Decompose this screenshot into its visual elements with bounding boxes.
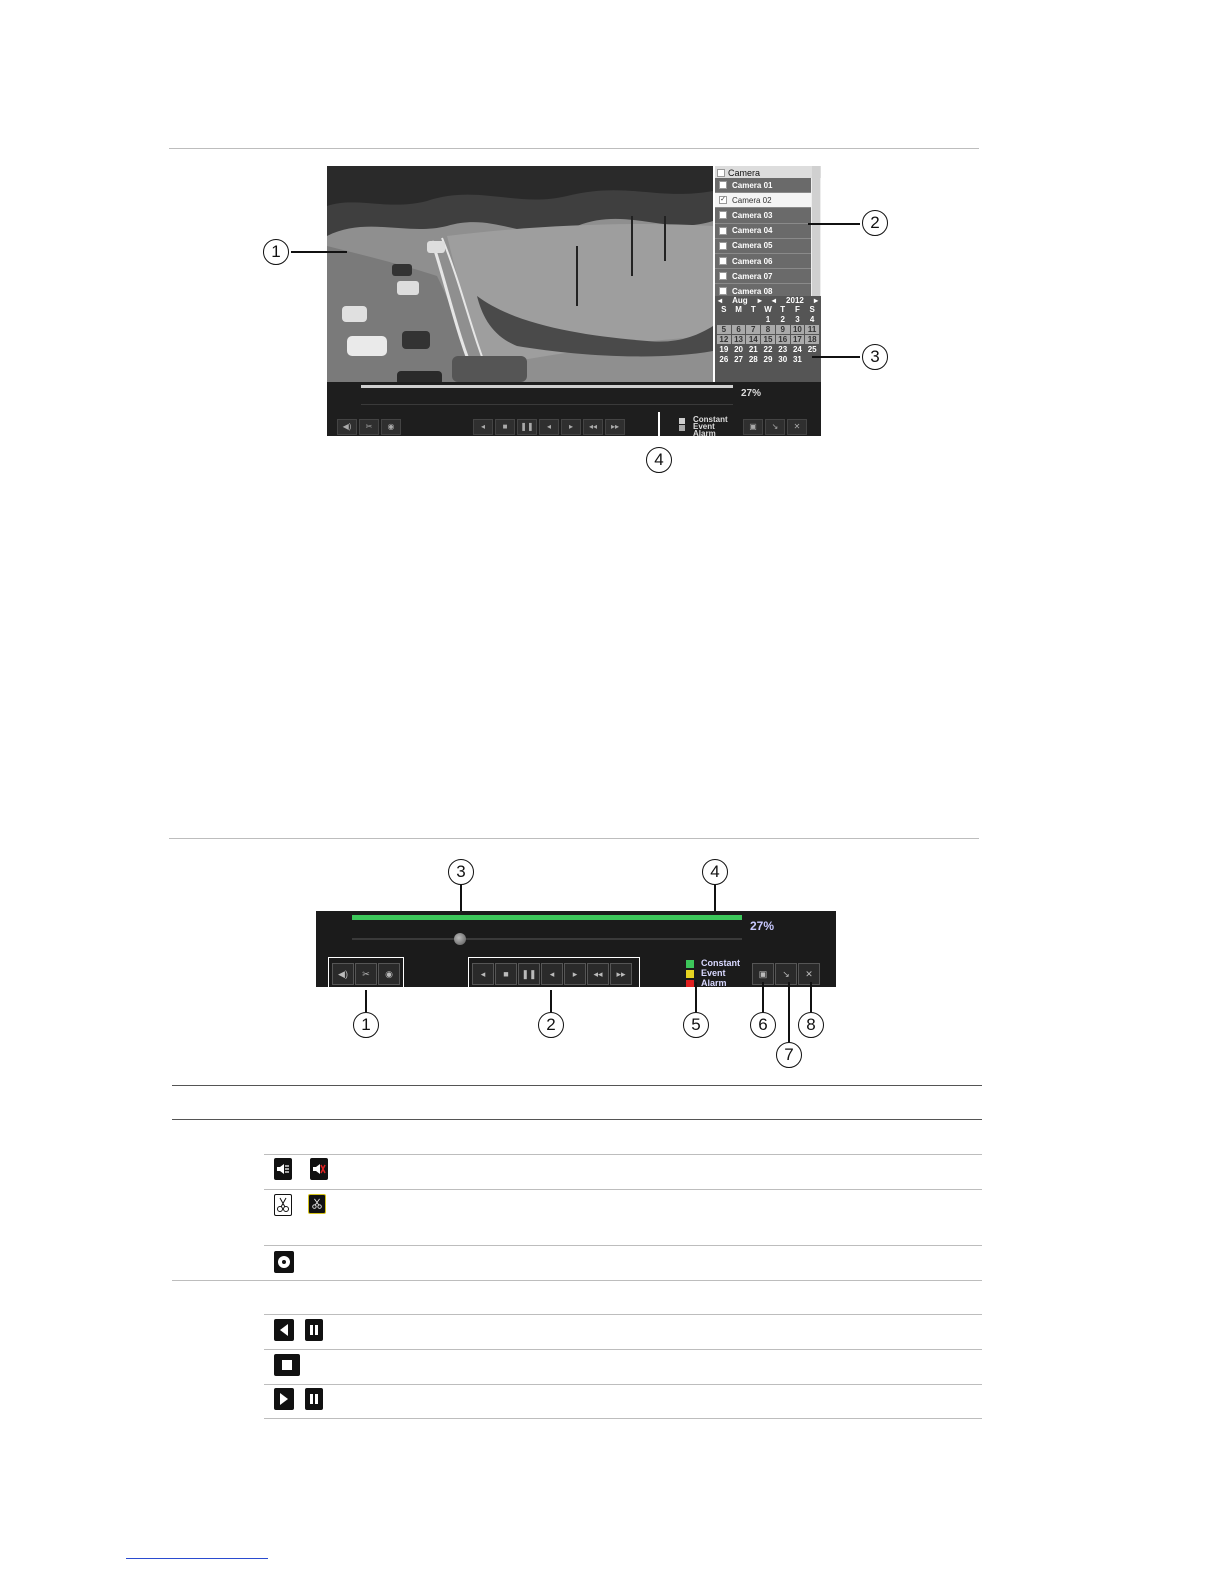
camera-checkbox[interactable] xyxy=(719,242,727,250)
legend-constant: Constant xyxy=(693,415,728,424)
table-row-rule xyxy=(264,1189,982,1190)
callout-2b-leader xyxy=(550,990,552,1012)
calendar-day[interactable]: 23 xyxy=(778,345,788,354)
next-year-arrow-icon[interactable]: ▸ xyxy=(813,296,818,305)
fullscreen-button[interactable]: ▣ xyxy=(743,419,763,435)
calendar-grid xyxy=(715,305,821,364)
callout-4b: 4 xyxy=(702,859,728,885)
calendar-day[interactable]: 28 xyxy=(748,355,758,364)
calendar-day[interactable]: 3 xyxy=(795,315,800,324)
time-slider-knob[interactable] xyxy=(454,933,466,945)
camera-label: Camera 03 xyxy=(732,210,773,220)
callout-5-leader xyxy=(695,982,697,1012)
callout-6: 6 xyxy=(750,1012,776,1038)
camera-label: Camera 08 xyxy=(732,286,773,296)
callout-5: 5 xyxy=(683,1012,709,1038)
weekday-header: S xyxy=(809,305,815,314)
callout-2: 2 xyxy=(862,210,888,236)
step-forward-button[interactable]: ▸ xyxy=(561,419,581,435)
calendar-day[interactable]: 21 xyxy=(748,345,758,354)
calendar-day[interactable]: 10 xyxy=(791,325,805,334)
audio-on-icon xyxy=(274,1158,292,1180)
calendar-day[interactable]: 4 xyxy=(809,315,815,324)
calendar-day[interactable]: 8 xyxy=(761,325,775,334)
callout-1-leader xyxy=(291,251,347,253)
camera-label: Camera 06 xyxy=(732,256,773,266)
camera-checkbox-checked[interactable]: ✓ xyxy=(720,196,726,204)
calendar-empty-cell xyxy=(746,315,760,324)
archive-button[interactable]: ◉ xyxy=(378,963,400,985)
archive-disc-icon xyxy=(274,1251,294,1273)
prev-month-arrow-icon[interactable]: ◂ xyxy=(718,296,723,305)
calendar-day[interactable]: 29 xyxy=(763,355,773,364)
calendar-header xyxy=(715,296,821,305)
stop-icon xyxy=(274,1354,300,1376)
reverse-play-button[interactable]: ◂ xyxy=(472,963,494,985)
camera-list-header-label: Camera xyxy=(728,167,761,178)
table-row-rule xyxy=(264,1245,982,1246)
audio-button[interactable]: ◀) xyxy=(332,963,354,985)
calendar-day[interactable]: 5 xyxy=(717,325,731,334)
callout-4: 4 xyxy=(646,447,672,473)
weekday-header: W xyxy=(764,305,772,314)
calendar-day[interactable]: 31 xyxy=(792,355,802,364)
callout-7: 7 xyxy=(776,1042,802,1068)
camera-row-01[interactable] xyxy=(715,178,811,193)
progress-percent: 27% xyxy=(741,388,762,399)
camera-checkbox[interactable] xyxy=(719,257,727,265)
calendar-day[interactable]: 9 xyxy=(776,325,790,334)
legend-constant-swatch xyxy=(679,418,685,424)
clip-active-icon xyxy=(308,1194,326,1214)
recording-progress-bar xyxy=(352,915,742,920)
camera-checkbox[interactable] xyxy=(719,211,727,219)
callout-2b: 2 xyxy=(538,1012,564,1038)
calendar-day[interactable]: 11 xyxy=(805,325,819,334)
step-back-button[interactable]: ◂ xyxy=(539,419,559,435)
progress-percent: 27% xyxy=(750,919,775,933)
clip-button[interactable]: ✂ xyxy=(355,963,377,985)
pause-button[interactable]: ❚❚ xyxy=(517,419,537,435)
pause-icon xyxy=(305,1319,323,1341)
camera-label: Camera 02 xyxy=(732,195,772,205)
calendar-day[interactable]: 16 xyxy=(776,335,790,344)
exit-button[interactable]: ✕ xyxy=(787,419,807,435)
legend-alarm-swatch xyxy=(686,980,694,987)
camera-row-07[interactable] xyxy=(715,269,811,284)
table-row-rule xyxy=(264,1314,982,1315)
calendar-day[interactable]: 1 xyxy=(765,315,771,324)
exit-button[interactable]: ✕ xyxy=(798,963,820,985)
archive-button[interactable]: ◉ xyxy=(381,419,401,435)
calendar-panel xyxy=(713,296,821,382)
calendar-day[interactable]: 15 xyxy=(761,335,775,344)
calendar-year: 2012 xyxy=(786,296,804,305)
calendar-day[interactable]: 2 xyxy=(780,315,785,324)
camera-list-panel xyxy=(713,166,821,296)
audio-muted-icon xyxy=(310,1158,328,1180)
top-rule xyxy=(169,148,979,149)
legend-event: Event xyxy=(693,422,715,431)
play-icon xyxy=(274,1388,294,1410)
weekday-header: T xyxy=(780,305,786,314)
calendar-empty-cell xyxy=(717,315,731,324)
calendar-month: Aug xyxy=(732,296,748,305)
playback-window-screenshot xyxy=(327,166,821,436)
camera-label: Camera 05 xyxy=(732,241,773,251)
slow-button[interactable]: ◂◂ xyxy=(587,963,609,985)
table-row-rule xyxy=(264,1154,982,1155)
camera-list-header[interactable] xyxy=(715,166,821,178)
camera-list-scrollbar[interactable] xyxy=(812,166,820,296)
legend-event-swatch xyxy=(686,970,694,978)
calendar-day[interactable]: 30 xyxy=(778,355,788,364)
table-section-rule xyxy=(172,1280,982,1281)
stop-button[interactable]: ■ xyxy=(495,419,515,435)
fast-button[interactable]: ▸▸ xyxy=(605,419,625,435)
middle-rule xyxy=(169,838,979,839)
fullscreen-button[interactable]: ▣ xyxy=(752,963,774,985)
table-bottom-rule xyxy=(264,1418,982,1419)
clip-button[interactable]: ✂ xyxy=(359,419,379,435)
legend-constant: Constant xyxy=(701,958,740,968)
step-back-button[interactable]: ◂ xyxy=(541,963,563,985)
calendar-day[interactable]: 22 xyxy=(763,345,773,354)
camera-checkbox[interactable] xyxy=(719,287,727,295)
legend-alarm: Alarm xyxy=(701,978,727,987)
weekday-header: T xyxy=(750,305,756,314)
calendar-day[interactable]: 25 xyxy=(807,345,817,354)
table-row-rule xyxy=(264,1384,982,1385)
callout-2-leader xyxy=(808,223,860,225)
slow-button[interactable]: ◂◂ xyxy=(583,419,603,435)
callout-7-leader xyxy=(788,982,790,1042)
calendar-day[interactable]: 13 xyxy=(732,335,746,344)
select-all-checkbox[interactable] xyxy=(717,169,725,177)
camera-row-06[interactable] xyxy=(715,254,811,269)
next-month-arrow-icon[interactable]: ▸ xyxy=(757,296,762,305)
fast-button[interactable]: ▸▸ xyxy=(610,963,632,985)
pause-icon xyxy=(305,1388,323,1410)
table-top-rule xyxy=(172,1085,982,1086)
calendar-day[interactable]: 12 xyxy=(717,335,731,344)
pause-button[interactable]: ❚❚ xyxy=(518,963,540,985)
calendar-day[interactable]: 26 xyxy=(719,355,729,364)
calendar-day[interactable]: 14 xyxy=(746,335,760,344)
callout-1: 1 xyxy=(263,239,289,265)
calendar-day[interactable]: 20 xyxy=(734,345,744,354)
camera-label: Camera 07 xyxy=(732,271,773,281)
playback-toolbar-screenshot xyxy=(316,911,836,987)
calendar-empty-cell xyxy=(732,315,746,324)
legend-alarm: Alarm xyxy=(693,429,716,436)
weekday-header: F xyxy=(794,305,800,314)
time-slider-track[interactable] xyxy=(361,404,733,405)
legend-event-swatch xyxy=(679,425,685,431)
calendar-day[interactable]: 7 xyxy=(746,325,760,334)
step-forward-button[interactable]: ▸ xyxy=(564,963,586,985)
time-slider-track[interactable] xyxy=(352,938,742,940)
audio-button[interactable]: ◀) xyxy=(337,419,357,435)
hide-controls-button[interactable]: ↘ xyxy=(775,963,797,985)
camera-row-02[interactable] xyxy=(715,193,811,208)
legend-event: Event xyxy=(701,968,726,978)
camera-row-05[interactable] xyxy=(715,239,811,254)
table-row-rule xyxy=(264,1349,982,1350)
callout-3-leader xyxy=(812,356,860,358)
callout-4-leader xyxy=(658,412,660,446)
calendar-day[interactable]: 18 xyxy=(805,335,819,344)
camera-checkbox[interactable] xyxy=(719,272,727,280)
reverse-play-button[interactable]: ◂ xyxy=(473,419,493,435)
callout-3: 3 xyxy=(862,344,888,370)
camera-row-03[interactable] xyxy=(715,208,811,223)
camera-row-04[interactable] xyxy=(715,224,811,239)
camera-checkbox[interactable] xyxy=(719,181,727,189)
callout-8-leader xyxy=(810,982,812,1012)
legend-constant-swatch xyxy=(686,960,694,968)
weekday-header: M xyxy=(735,305,742,314)
calendar-day[interactable]: 24 xyxy=(792,345,802,354)
calendar-day[interactable]: 27 xyxy=(734,355,744,364)
playback-control-bar xyxy=(327,382,821,436)
video-display-area xyxy=(327,166,713,382)
camera-label: Camera 04 xyxy=(732,226,773,236)
callout-3b: 3 xyxy=(448,859,474,885)
prev-year-arrow-icon[interactable]: ◂ xyxy=(771,296,776,305)
surveillance-video-image xyxy=(327,166,713,382)
reverse-play-icon xyxy=(274,1319,294,1341)
callout-6-leader xyxy=(762,982,764,1012)
calendar-day[interactable]: 17 xyxy=(791,335,805,344)
calendar-day[interactable]: 19 xyxy=(719,345,729,354)
footer-link-underline[interactable] xyxy=(126,1558,268,1559)
camera-checkbox[interactable] xyxy=(719,227,727,235)
weekday-header: S xyxy=(721,305,727,314)
hide-controls-button[interactable]: ↘ xyxy=(765,419,785,435)
clip-scissors-icon xyxy=(274,1194,292,1216)
recording-timeline-bar xyxy=(361,385,733,388)
callout-1b-leader xyxy=(365,990,367,1012)
callout-1b: 1 xyxy=(353,1012,379,1038)
calendar-day[interactable]: 6 xyxy=(732,325,746,334)
table-header-rule xyxy=(172,1119,982,1120)
camera-label: Camera 01 xyxy=(732,180,773,190)
stop-button[interactable]: ■ xyxy=(495,963,517,985)
callout-8: 8 xyxy=(798,1012,824,1038)
